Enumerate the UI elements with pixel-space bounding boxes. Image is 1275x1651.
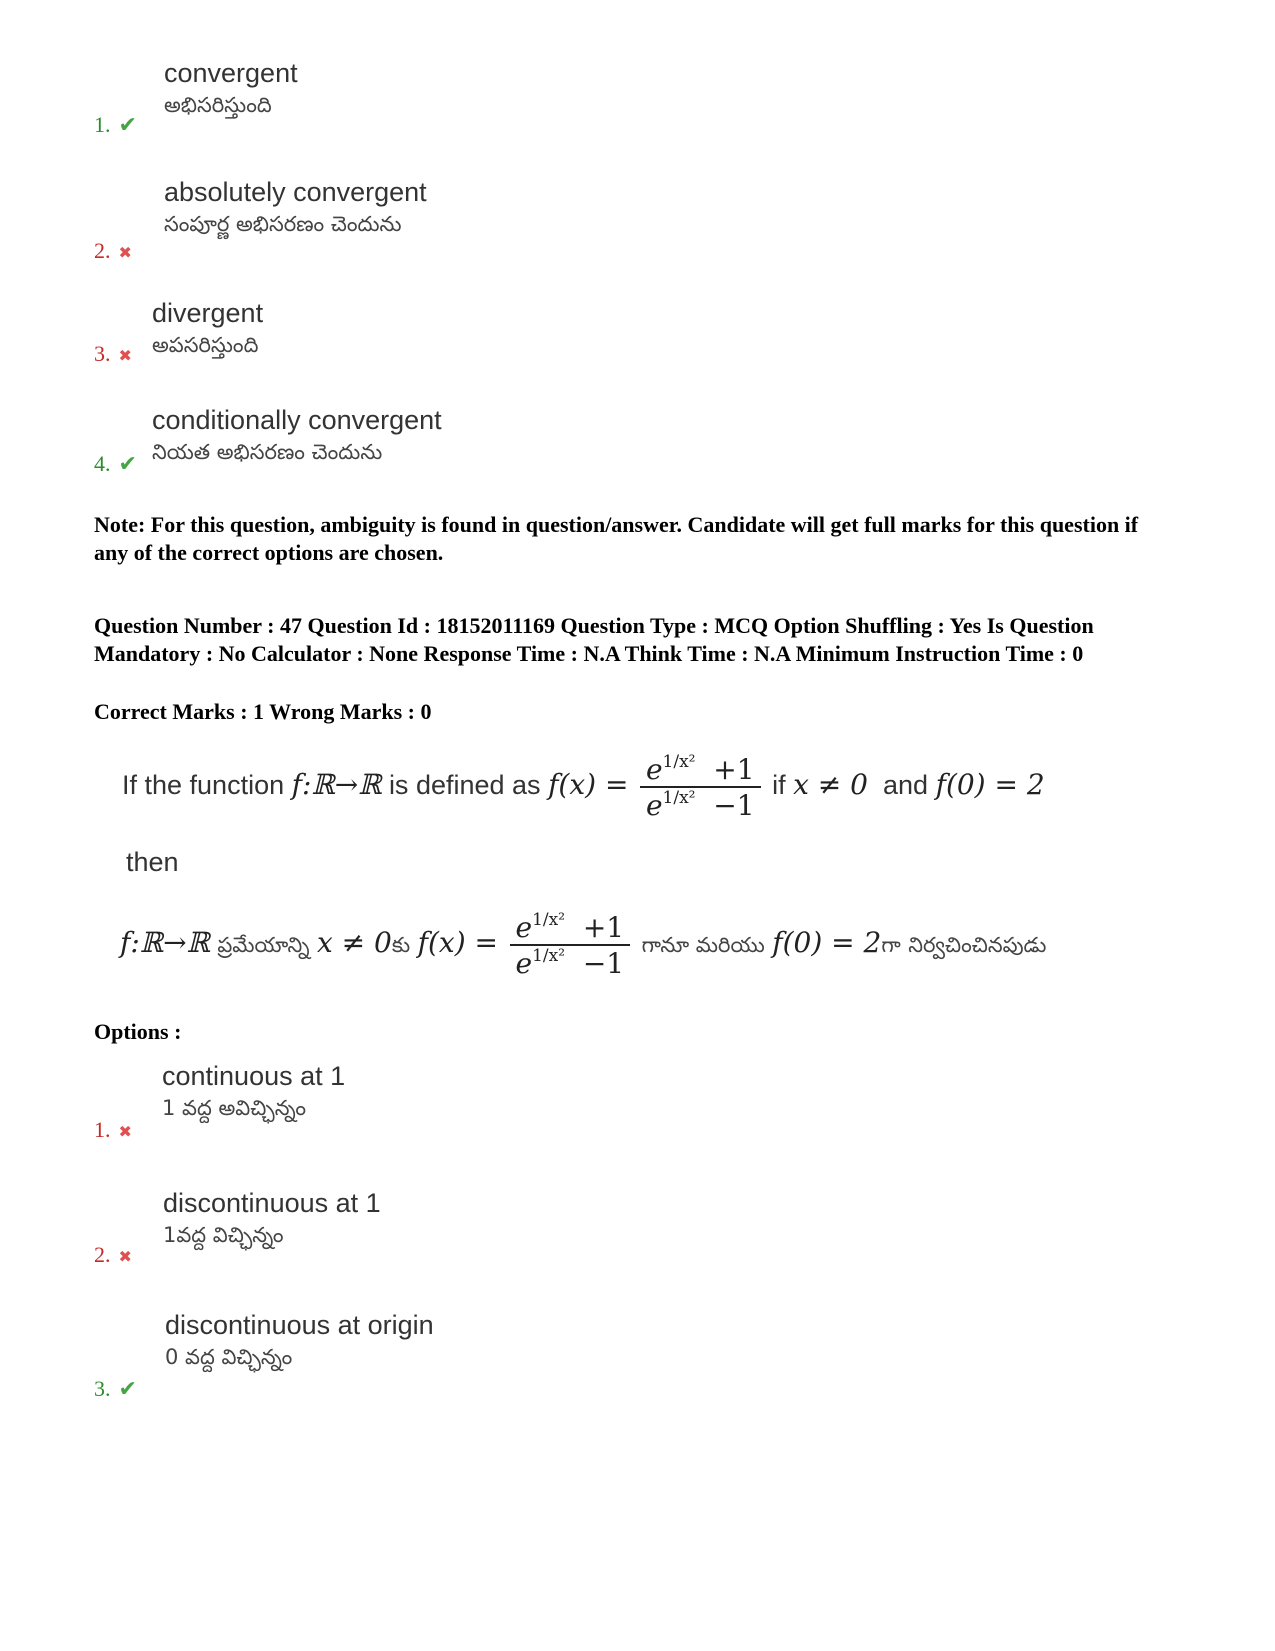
- options-label: Options :: [94, 1019, 182, 1044]
- prev-option-telugu: అభిసరిస్తుంది: [164, 93, 272, 117]
- prev-option-number: 2. ✖: [94, 238, 132, 263]
- fx-label: f(x) =: [548, 768, 629, 802]
- option-telugu: 1వద్ద విచ్ఛిన్నం: [163, 1223, 284, 1247]
- option-number: 2. ✖: [94, 1242, 132, 1267]
- question-english: If the function f:ℝ→ℝ is defined as f(x) = $\frac{e^{1/x^2} +1}{e^{1/x^2} -1}$ if x ≠ 0 and f(0) = 2: [122, 752, 1045, 822]
- prev-option-english: convergent: [164, 58, 298, 88]
- option-english: continuous at 1: [162, 1061, 346, 1091]
- question-telugu: f:ℝ→ℝ ప్రమేయాన్ని x ≠ 0కు f(x) = $\frac{e^{1/x^2} +1}{e^{1/x^2} -1}$ గానూ మరియు f(0) = 2గా నిర్వచించినపుడు: [120, 910, 1047, 980]
- fraction: $\frac{e^{1/x^2} +1}{e^{1/x^2} -1}$: [640, 752, 761, 822]
- cross-icon: ✖: [118, 1247, 132, 1266]
- check-icon: ✔: [118, 113, 137, 138]
- cross-icon: ✖: [118, 243, 132, 262]
- option-english: discontinuous at origin: [165, 1310, 434, 1340]
- check-icon: ✔: [118, 452, 137, 477]
- function-map: f:ℝ→ℝ: [291, 768, 382, 802]
- prev-option-english: divergent: [152, 298, 264, 328]
- fraction: $\frac{e^{1/x^2} +1}{e^{1/x^2} -1}$: [510, 910, 631, 980]
- prev-option-number: 4. ✔: [94, 451, 137, 477]
- question-meta: Question Number : 47 Question Id : 18152011169 Question Type : MCQ Option Shuffling : Yes Is Question Mandatory : No Calculator : None Response Time : N.A Think Time : N.A Minimum Instruction Time : 0: [94, 613, 1094, 666]
- question-marks: Correct Marks : 1 Wrong Marks : 0: [94, 699, 432, 724]
- ambiguity-note: Note: For this question, ambiguity is found in question/answer. Candidate will get full marks for this question if any of the correct options are chosen.: [94, 512, 1139, 565]
- prev-option-number: 3. ✖: [94, 341, 132, 366]
- option-telugu: 1 వద్ద అవిచ్ఛిన్నం: [162, 1096, 307, 1120]
- prev-option-telugu: సంపూర్ణ అభిసరణం చెందును: [164, 212, 402, 236]
- option-telugu: 0 వద్ద విచ్ఛిన్నం: [165, 1345, 293, 1369]
- prev-option-telugu: నియత అభిసరణం చెందును: [152, 440, 383, 464]
- cross-icon: ✖: [118, 1122, 132, 1141]
- prev-option-english: absolutely convergent: [164, 177, 427, 207]
- prev-option-number: 1. ✔: [94, 112, 137, 138]
- option-number: 3. ✔: [94, 1376, 137, 1402]
- option-number: 1. ✖: [94, 1117, 132, 1142]
- cross-icon: ✖: [118, 346, 132, 365]
- question-then: then: [126, 847, 179, 877]
- check-icon: ✔: [118, 1377, 137, 1402]
- prev-option-telugu: అపసరిస్తుంది: [152, 333, 259, 357]
- option-english: discontinuous at 1: [163, 1188, 381, 1218]
- prev-option-english: conditionally convergent: [152, 405, 442, 435]
